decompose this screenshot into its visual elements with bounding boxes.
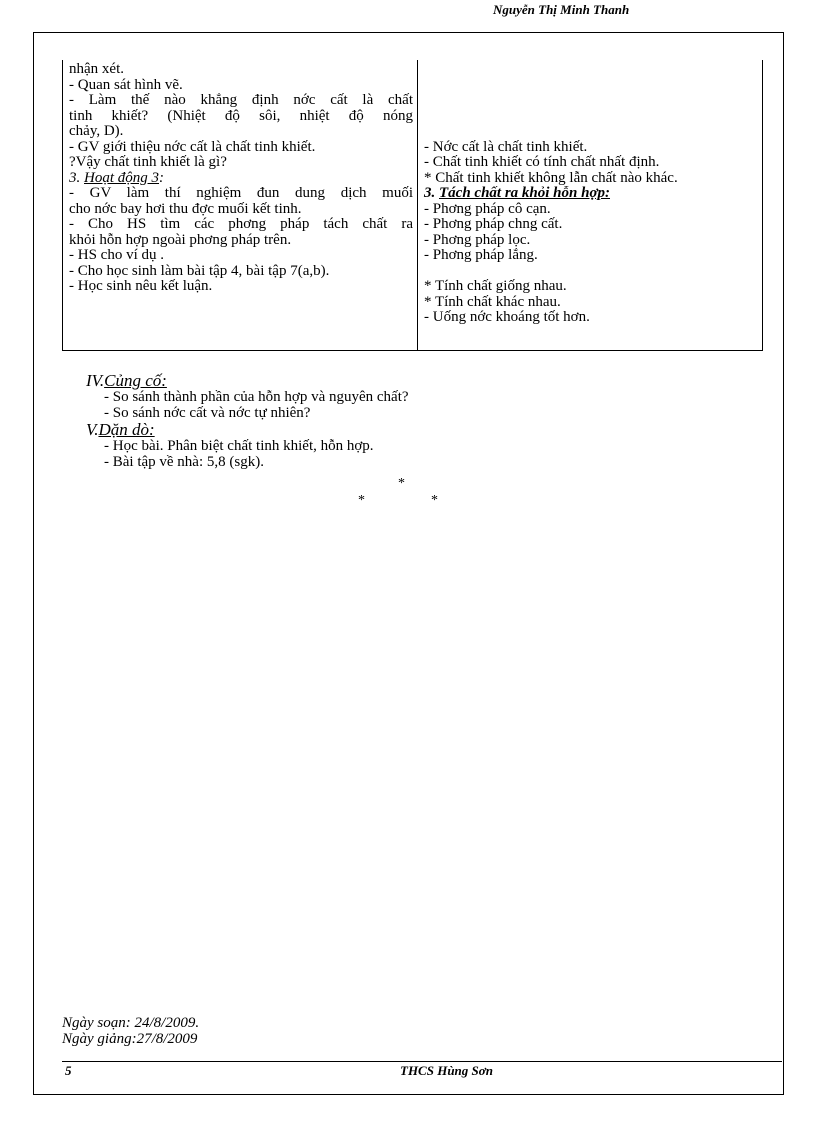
lesson-dates bbox=[62, 1016, 199, 1047]
consolidation-heading bbox=[86, 372, 409, 390]
right-line: - Uống nớc khoáng tốt hơn. bbox=[424, 309, 590, 325]
right-line: - Phơng pháp cô cạn. bbox=[424, 200, 551, 217]
consolidation-title: Củng cố: bbox=[104, 371, 167, 390]
spacer bbox=[424, 264, 760, 280]
right-line: - Chất tinh khiết có tính chất nhất định. bbox=[424, 154, 660, 170]
page-number: 5 bbox=[65, 1063, 72, 1078]
end-star: * bbox=[431, 493, 438, 508]
homework-title: Dặn dò: bbox=[98, 420, 155, 439]
left-line: - Học sinh nêu kết luận. bbox=[69, 278, 213, 294]
homework-item: - Bài tập về nhà: 5,8 (sgk). bbox=[104, 453, 264, 470]
left-line: - GV làm thí nghiệm đun dung dịch muối bbox=[69, 185, 413, 201]
right-line: - Phơng pháp lọc. bbox=[424, 231, 531, 248]
left-line: - Cho học sinh làm bài tập 4, bài tập 7(a,b). bbox=[69, 262, 330, 279]
prepared-date: Ngày soạn: 24/8/2009. bbox=[62, 1015, 200, 1031]
column-divider bbox=[417, 60, 418, 350]
header-author: Nguyễn Thị Minh Thanh bbox=[493, 2, 630, 17]
spacer bbox=[424, 62, 760, 78]
left-line: nhận xét. bbox=[69, 61, 124, 77]
section-3-title: Tách chất ra khỏi hỗn hợp: bbox=[439, 185, 610, 201]
left-line: - GV giới thiệu nớc cất là chất tinh khiết. bbox=[69, 138, 316, 155]
consolidation-item: - So sánh nớc cất và nớc tự nhiên? bbox=[104, 404, 311, 421]
activity-3-number: 3. bbox=[69, 169, 84, 186]
right-line: - Phơng pháp chng cất. bbox=[424, 216, 563, 232]
left-line: - Cho HS tìm các phơng pháp tách chất ra bbox=[69, 216, 413, 232]
homework-item: - Học bài. Phân biệt chất tinh khiết, hỗn hợp. bbox=[104, 438, 374, 454]
left-line: tinh khiết? (Nhiệt độ sôi, nhiệt độ nóng bbox=[69, 107, 413, 124]
consolidation-item: - So sánh thành phần của hỗn hợp và nguyên chất? bbox=[104, 389, 409, 405]
teacher-activity-column bbox=[69, 62, 413, 295]
end-star: * bbox=[358, 493, 365, 508]
right-line: * Chất tinh khiết không lẫn chất nào khác. bbox=[424, 169, 678, 186]
left-line: - HS cho ví dụ . bbox=[69, 247, 164, 263]
taught-date: Ngày giảng:27/8/2009 bbox=[62, 1030, 198, 1047]
right-line: - Phơng pháp lắng. bbox=[424, 247, 538, 263]
spacer bbox=[424, 124, 760, 140]
consolidation-number: IV. bbox=[86, 371, 105, 390]
activity-3-heading bbox=[69, 171, 413, 187]
footer-divider bbox=[62, 1061, 782, 1062]
end-star: * bbox=[398, 476, 405, 491]
review-section bbox=[86, 372, 409, 470]
left-line: chảy, D). bbox=[69, 123, 124, 139]
homework-number: V. bbox=[86, 420, 99, 439]
section-3-heading bbox=[424, 186, 760, 202]
activity-3-colon: : bbox=[159, 169, 164, 186]
activity-3-title: Hoạt động 3 bbox=[84, 169, 159, 186]
section-3-number: 3. bbox=[424, 185, 439, 201]
homework-heading bbox=[86, 421, 409, 439]
left-line: ?Vậy chất tinh khiết là gì? bbox=[69, 154, 227, 170]
lesson-table bbox=[62, 60, 763, 351]
left-line: cho nớc bay hơi thu đợc muối kết tinh. bbox=[69, 200, 302, 217]
spacer bbox=[424, 78, 760, 94]
right-line: * Tính chất khác nhau. bbox=[424, 293, 561, 310]
right-line: - Nớc cất là chất tinh khiết. bbox=[424, 138, 588, 155]
spacer bbox=[424, 93, 760, 109]
left-line: khỏi hỗn hợp ngoài phơng pháp trên. bbox=[69, 231, 292, 248]
student-activity-column bbox=[424, 62, 760, 326]
spacer bbox=[424, 109, 760, 125]
left-line: - Làm thế nào khẳng định nớc cất là chất bbox=[69, 92, 413, 108]
right-line: * Tính chất giống nhau. bbox=[424, 278, 567, 294]
left-line: - Quan sát hình vẽ. bbox=[69, 76, 183, 93]
school-name: THCS Hùng Sơn bbox=[400, 1063, 493, 1078]
